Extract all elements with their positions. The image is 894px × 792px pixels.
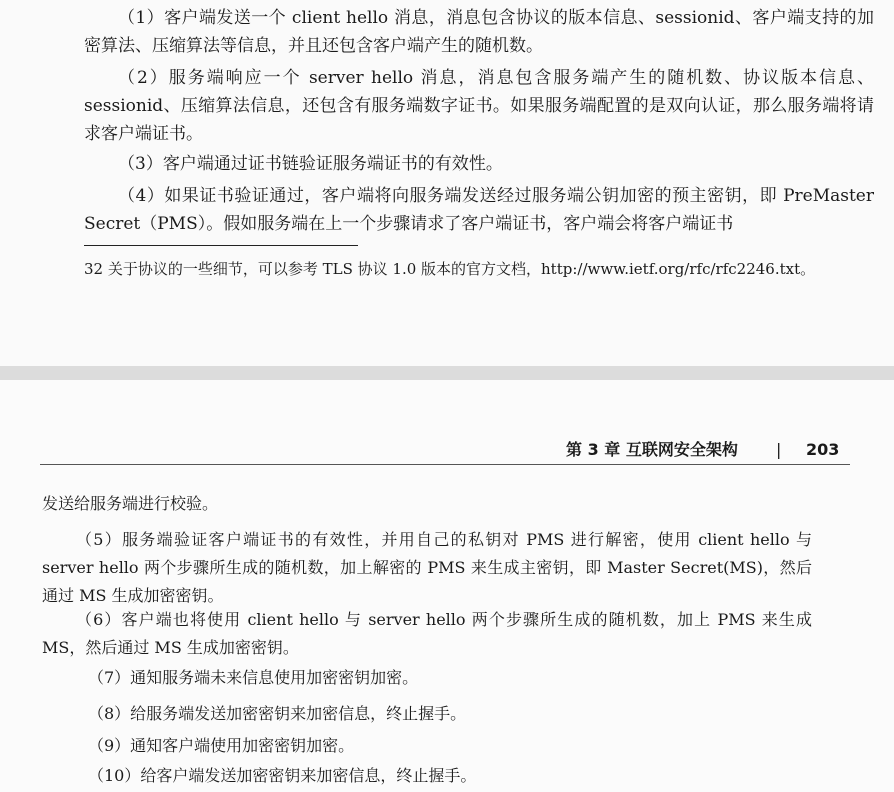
page-gap	[0, 366, 894, 380]
header-separator: |	[776, 440, 782, 459]
list-item-step-9: （9）通知客户端使用加密密钥加密。	[88, 736, 355, 755]
paragraph-step-1: （1）客户端发送一个 client hello 消息，消息包含协议的版本信息、sessionid、客户端支持的加密算法、压缩算法等信息，并且还包含客户端产生的随机数。	[84, 8, 874, 56]
paragraph-step-4: （4）如果证书验证通过，客户端将向服务端发送经过服务端公钥加密的预主密钥，即 PreMaster Secret（PMS）。假如服务端在上一个步骤请求了客户端证书，客户端会将客户端证书	[84, 186, 874, 234]
paragraph-step-3: （3）客户端通过证书链验证服务端证书的有效性。	[118, 154, 503, 174]
paragraph-step-2: （2）服务端响应一个 server hello 消息，消息包含服务端产生的随机数、协议版本信息、sessionid、压缩算法信息，还包含有服务端数字证书。如果服务端配置的是双向认证，那么服务端将请求客户端证书。	[84, 68, 874, 144]
list-item-step-8: （8）给服务端发送加密密钥来加密信息，终止握手。	[88, 704, 467, 723]
header-divider	[40, 464, 850, 465]
footnote: 32 关于协议的一些细节，可以参考 TLS 协议 1.0 版本的官方文档，http://www.ietf.org/rfc/rfc2246.txt。	[84, 260, 816, 278]
footnote-divider	[84, 245, 358, 246]
paragraph-step-5: （5）服务端验证客户端证书的有效性，并用自己的私钥对 PMS 进行解密，使用 client hello 与 server hello 两个步骤所生成的随机数，加上解密的 PMS 来生成主密钥，即 Master Secret(MS)，然后通过 MS 生成加密密钥。	[42, 530, 812, 605]
list-item-step-10: （10）给客户端发送加密密钥来加密信息，终止握手。	[88, 766, 477, 785]
paragraph-step-6: （6）客户端也将使用 client hello 与 server hello 两个步骤所生成的随机数，加上 PMS 来生成 MS，然后通过 MS 生成加密密钥。	[42, 610, 812, 657]
list-item-step-7: （7）通知服务端未来信息使用加密密钥加密。	[88, 668, 419, 687]
page-number: 203	[806, 440, 840, 459]
paragraph-continuation: 发送给服务端进行校验。	[42, 494, 219, 513]
running-header	[0, 436, 894, 464]
chapter-title: 第 3 章 互联网安全架构	[566, 440, 738, 459]
